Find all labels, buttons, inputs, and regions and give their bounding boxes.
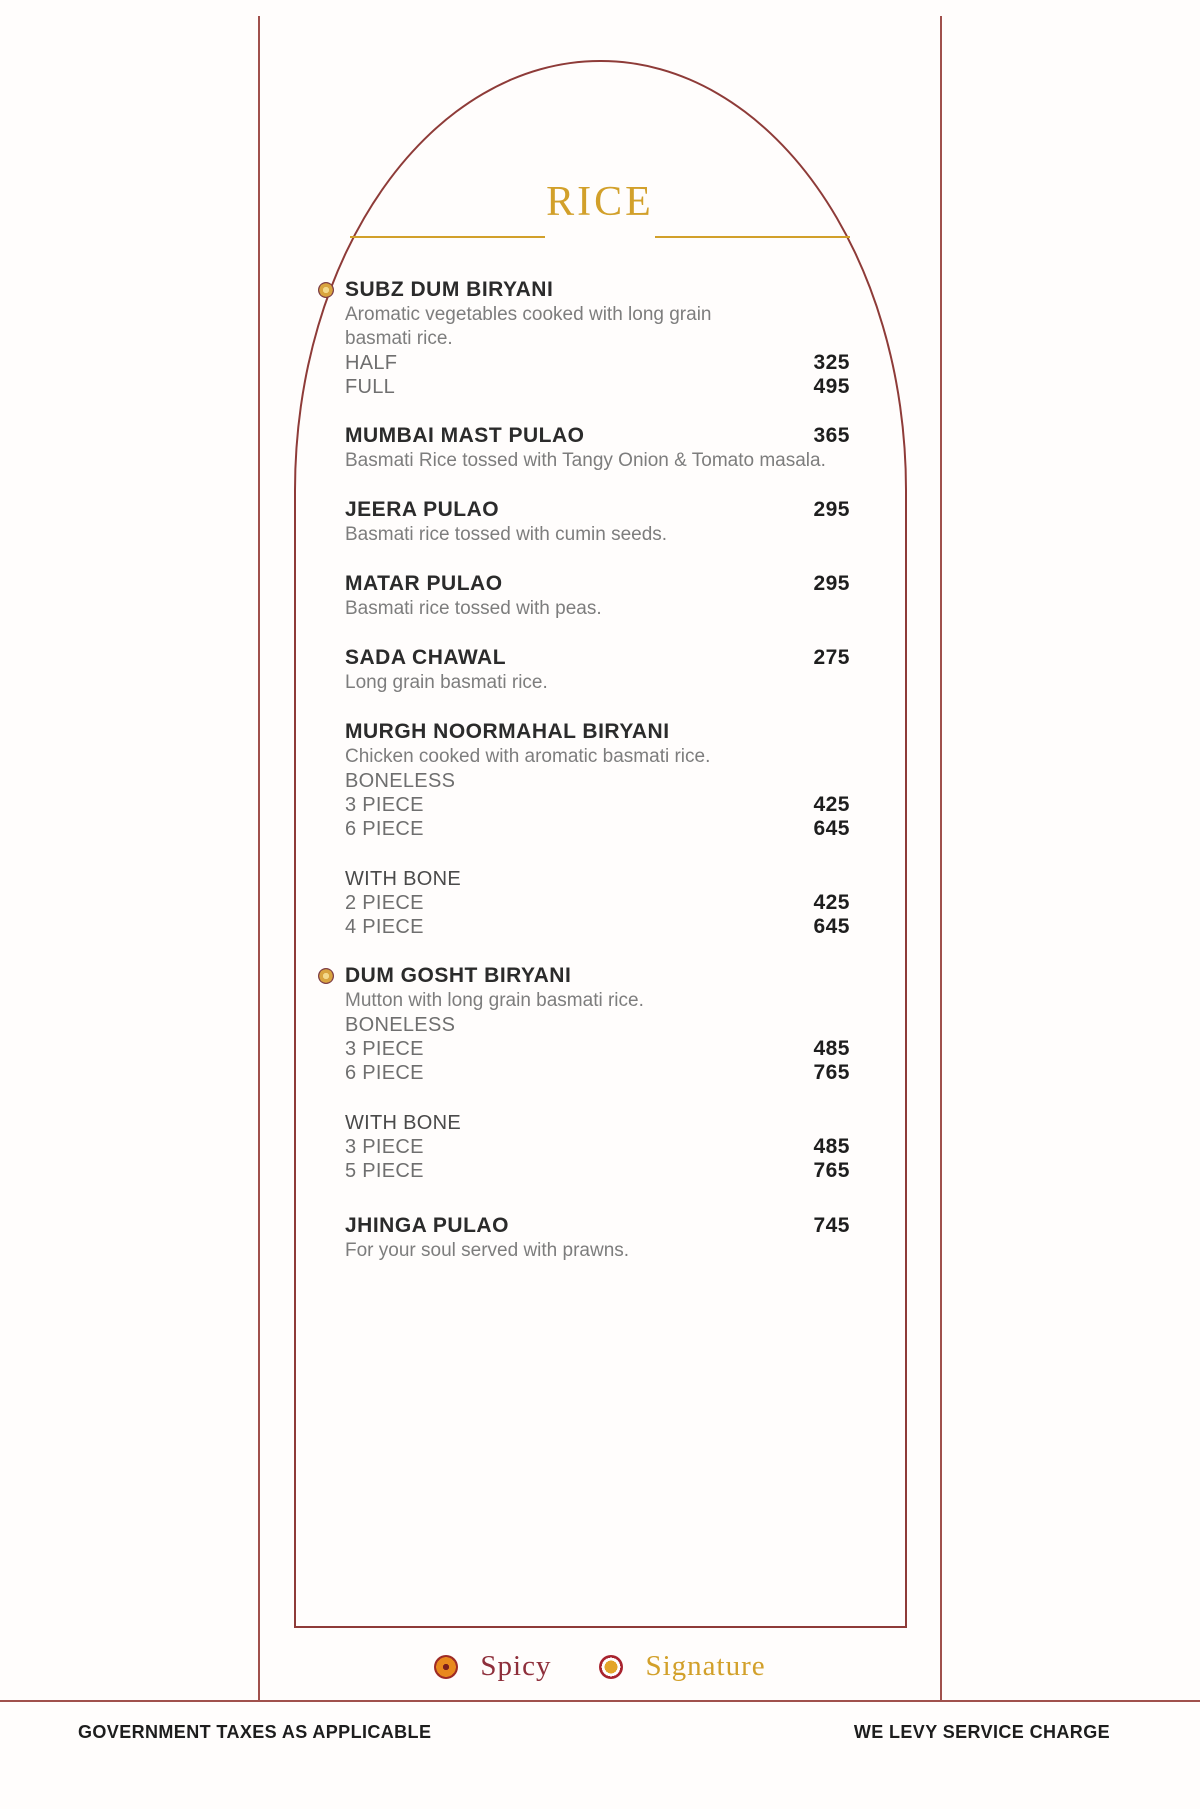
item-name: SADA CHAWAL — [345, 646, 507, 669]
variant-row — [345, 375, 850, 399]
item-name: SUBZ DUM BIRYANI — [345, 278, 554, 301]
item-desc-line: Aromatic vegetables cooked with long grain — [345, 304, 712, 325]
item-rows — [345, 351, 850, 399]
variant-price: 325 — [813, 351, 850, 374]
variant-price: 425 — [813, 891, 850, 914]
signature-icon — [318, 968, 334, 984]
item-name-row — [345, 497, 850, 523]
page-border-right — [940, 16, 942, 1700]
title-underline-left — [350, 236, 545, 238]
variant-label: 5 PIECE — [345, 1160, 424, 1182]
variant-row — [345, 915, 850, 939]
variant-label: BONELESS — [345, 770, 456, 792]
variant-label: 3 PIECE — [345, 794, 424, 816]
item-desc-line: Basmati Rice tossed with Tangy Onion & Tomato masala. — [345, 450, 826, 471]
menu-item — [345, 719, 850, 939]
footer-divider — [0, 1700, 1200, 1702]
item-rows — [345, 769, 850, 939]
variant-label: 6 PIECE — [345, 1062, 424, 1084]
spicy-icon — [434, 1655, 458, 1679]
variant-label: BONELESS — [345, 1014, 456, 1036]
menu-list — [345, 277, 850, 1287]
variant-price: 645 — [813, 817, 850, 840]
variant-row — [345, 1037, 850, 1061]
variant-row — [345, 891, 850, 915]
item-desc — [345, 745, 850, 769]
menu-item — [345, 497, 850, 547]
item-name: MATAR PULAO — [345, 572, 503, 595]
title-underline-right — [655, 236, 850, 238]
variant-label: 6 PIECE — [345, 818, 424, 840]
menu-item — [345, 423, 850, 473]
item-name-row — [345, 277, 850, 303]
item-desc — [345, 303, 850, 351]
variant-row — [345, 1013, 850, 1037]
item-name-row — [345, 571, 850, 597]
signature-icon — [318, 282, 334, 298]
item-desc-line: Basmati rice tossed with peas. — [345, 598, 602, 619]
item-desc — [345, 989, 850, 1013]
variant-row — [345, 1159, 850, 1183]
item-name: JEERA PULAO — [345, 498, 500, 521]
item-name: MUMBAI MAST PULAO — [345, 424, 585, 447]
signature-label: Signature — [645, 1650, 766, 1682]
item-price: 275 — [813, 646, 850, 669]
page-border-left — [258, 16, 260, 1700]
variant-price: 765 — [813, 1061, 850, 1084]
item-name-row — [345, 423, 850, 449]
item-name: MURGH NOORMAHAL BIRYANI — [345, 720, 670, 743]
menu-item — [345, 963, 850, 1183]
variant-label: WITH BONE — [345, 1112, 462, 1134]
variant-row — [345, 351, 850, 375]
footer-service-note: WE LEVY SERVICE CHARGE — [853, 1722, 1110, 1742]
variant-row — [345, 793, 850, 817]
variant-row — [345, 1135, 850, 1159]
menu-item — [345, 277, 850, 399]
item-name-row — [345, 1213, 850, 1239]
menu-item — [345, 645, 850, 695]
item-name-row — [345, 645, 850, 671]
row-spacer — [345, 841, 850, 867]
item-desc — [345, 1239, 850, 1263]
row-spacer — [345, 1085, 850, 1111]
variant-row — [345, 1111, 850, 1135]
variant-row — [345, 1061, 850, 1085]
variant-label: 3 PIECE — [345, 1136, 424, 1158]
variant-row — [345, 769, 850, 793]
item-price: 365 — [813, 424, 850, 447]
item-desc-line: basmati rice. — [345, 328, 453, 349]
variant-label: WITH BONE — [345, 868, 462, 890]
item-desc-line: Long grain basmati rice. — [345, 672, 548, 693]
item-desc — [345, 449, 850, 473]
item-desc-line: Basmati rice tossed with cumin seeds. — [345, 524, 668, 545]
item-name-row — [345, 719, 850, 745]
spicy-label: Spicy — [480, 1650, 552, 1682]
legend — [0, 1650, 1200, 1683]
variant-row — [345, 817, 850, 841]
footer-taxes-note: GOVERNMENT TAXES AS APPLICABLE — [78, 1722, 432, 1742]
variant-price: 765 — [813, 1159, 850, 1182]
menu-item — [345, 1213, 850, 1263]
item-name-row — [345, 963, 850, 989]
item-desc — [345, 671, 850, 695]
variant-label: FULL — [345, 376, 396, 398]
variant-label: HALF — [345, 352, 398, 374]
variant-price: 485 — [813, 1037, 850, 1060]
item-desc-line: Chicken cooked with aromatic basmati rice. — [345, 746, 711, 767]
variant-label: 2 PIECE — [345, 892, 424, 914]
signature-icon — [599, 1655, 623, 1679]
item-name: DUM GOSHT BIRYANI — [345, 964, 572, 987]
item-desc-line: Mutton with long grain basmati rice. — [345, 990, 644, 1011]
variant-row — [345, 867, 850, 891]
variant-price: 645 — [813, 915, 850, 938]
page-title: RICE — [546, 179, 654, 225]
variant-label: 4 PIECE — [345, 916, 424, 938]
variant-label: 3 PIECE — [345, 1038, 424, 1060]
item-desc-line: For your soul served with prawns. — [345, 1240, 630, 1261]
variant-price: 495 — [813, 375, 850, 398]
item-price: 295 — [813, 572, 850, 595]
item-price: 295 — [813, 498, 850, 521]
item-name: JHINGA PULAO — [345, 1214, 509, 1237]
item-rows — [345, 1013, 850, 1183]
variant-price: 485 — [813, 1135, 850, 1158]
menu-item — [345, 571, 850, 621]
item-desc — [345, 597, 850, 621]
variant-price: 425 — [813, 793, 850, 816]
item-price: 745 — [813, 1214, 850, 1237]
item-desc — [345, 523, 850, 547]
